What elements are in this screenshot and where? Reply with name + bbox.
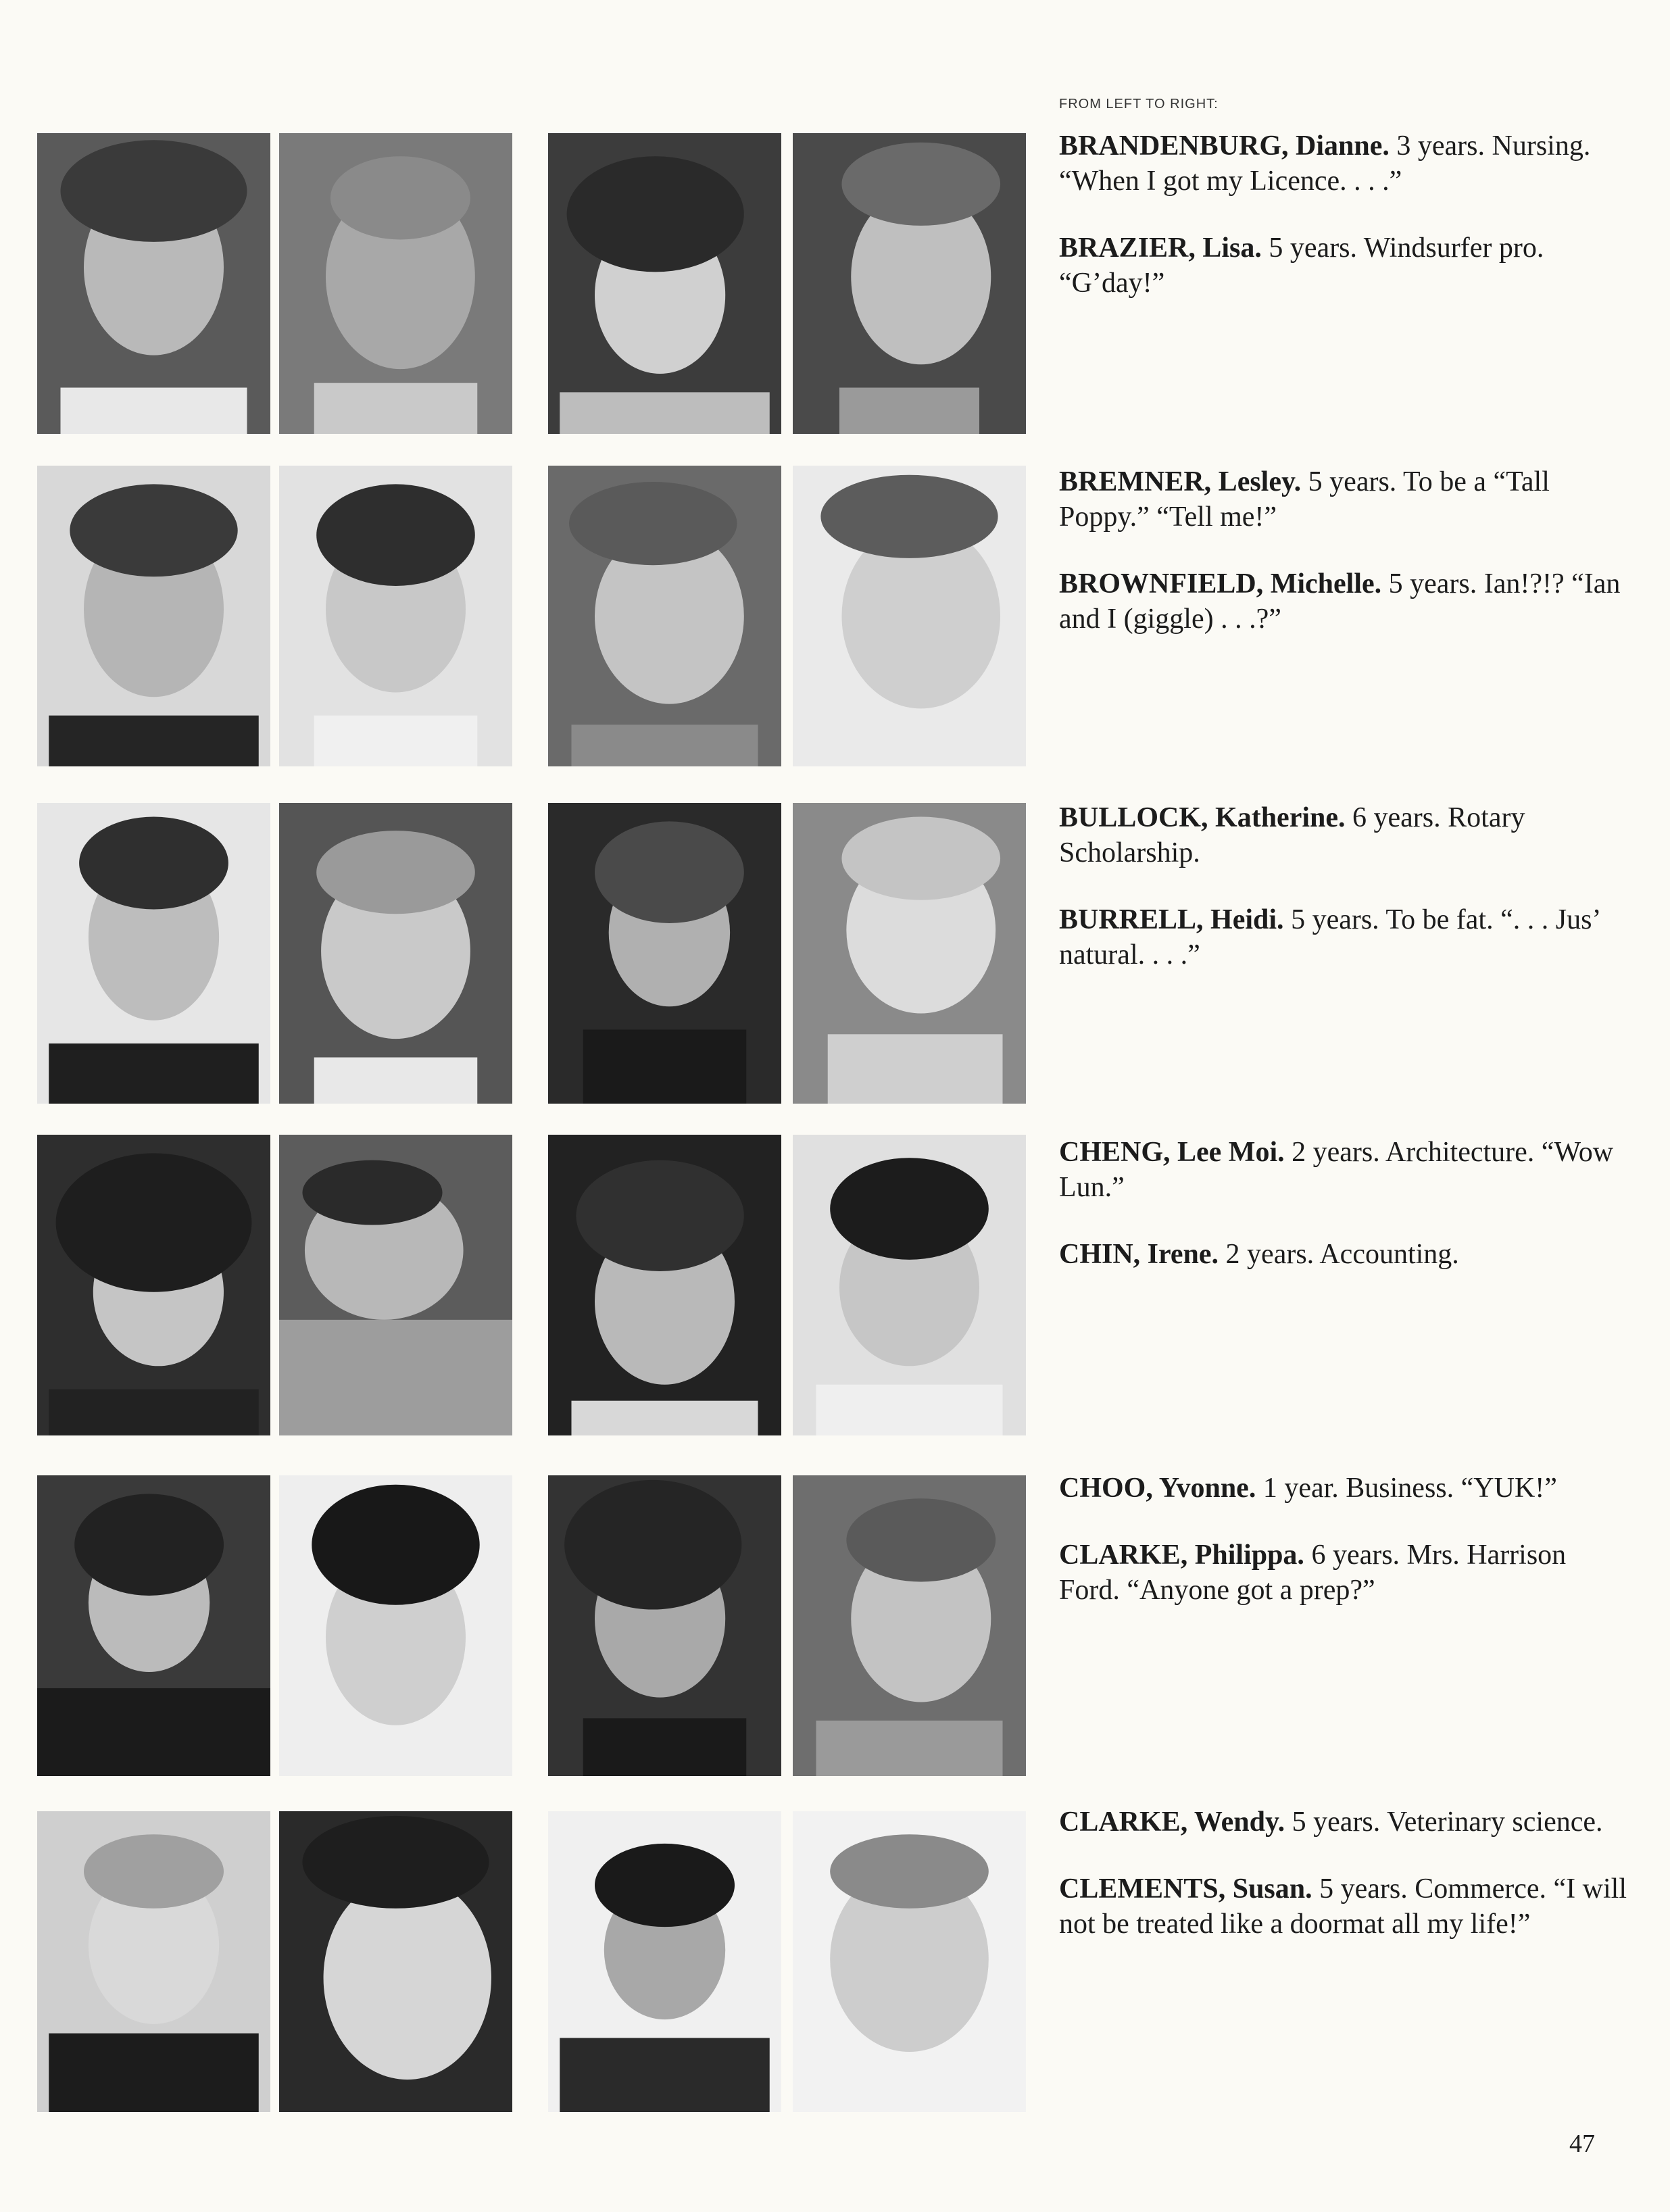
- entry-group: [1059, 464, 1627, 668]
- childhood-photo: [793, 466, 1026, 766]
- student-entry: [1059, 1871, 1627, 1942]
- portrait-photo: [548, 803, 781, 1104]
- student-entry: [1059, 1135, 1627, 1205]
- entry-group: [1059, 1804, 1627, 1973]
- student-details: 5 years. Veterinary science.: [1292, 1807, 1603, 1838]
- student-name: CHIN, Irene.: [1059, 1239, 1219, 1270]
- student-details: 2 years. Architecture. “Wow Lun.”: [1059, 1137, 1614, 1203]
- page-header: FROM LEFT TO RIGHT:: [1059, 97, 1219, 112]
- childhood-photo: [279, 803, 512, 1104]
- student-details: 6 years. Mrs. Harrison Ford. “Anyone got a prep?”: [1059, 1540, 1567, 1606]
- student-name: CLEMENTS, Susan.: [1059, 1873, 1312, 1904]
- student-entry: [1059, 128, 1627, 199]
- student-name: CHENG, Lee Moi.: [1059, 1137, 1285, 1168]
- entry-group: [1059, 128, 1627, 333]
- portrait-photo: [37, 466, 270, 766]
- student-name: BREMNER, Lesley.: [1059, 466, 1302, 497]
- portrait-photo: [548, 466, 781, 766]
- student-entry: [1059, 230, 1627, 301]
- student-name: CLARKE, Wendy.: [1059, 1807, 1285, 1838]
- childhood-photo: [793, 133, 1026, 434]
- student-entry: [1059, 1237, 1627, 1272]
- portrait-photo: [548, 1135, 781, 1435]
- student-details: 2 years. Accounting.: [1225, 1239, 1459, 1270]
- entry-group: [1059, 800, 1627, 1004]
- student-entry: [1059, 566, 1627, 637]
- student-name: CLARKE, Philippa.: [1059, 1540, 1304, 1571]
- portrait-photo: [37, 133, 270, 434]
- student-name: BULLOCK, Katherine.: [1059, 802, 1346, 833]
- student-name: BURRELL, Heidi.: [1059, 904, 1284, 935]
- portrait-photo: [548, 133, 781, 434]
- student-entry: [1059, 1471, 1627, 1506]
- portrait-photo: [548, 1475, 781, 1776]
- student-details: 1 year. Business. “YUK!”: [1262, 1473, 1557, 1504]
- student-name: BRANDENBURG, Dianne.: [1059, 130, 1390, 162]
- childhood-photo: [793, 1135, 1026, 1435]
- childhood-photo: [279, 1811, 512, 2112]
- childhood-photo: [793, 803, 1026, 1104]
- entry-group: [1059, 1135, 1627, 1304]
- student-details: 5 years. Windsurfer pro. “G’day!”: [1059, 232, 1544, 299]
- page-number: 47: [1569, 2130, 1595, 2158]
- portrait-photo: [37, 1135, 270, 1435]
- student-details: 3 years. Nursing. “When I got my Licence. . . .”: [1059, 130, 1591, 197]
- childhood-photo: [279, 466, 512, 766]
- childhood-photo: [793, 1475, 1026, 1776]
- childhood-photo: [279, 1475, 512, 1776]
- student-name: CHOO, Yvonne.: [1059, 1473, 1256, 1504]
- student-entry: [1059, 800, 1627, 870]
- student-entry: [1059, 1538, 1627, 1608]
- childhood-photo: [793, 1811, 1026, 2112]
- student-entry: [1059, 902, 1627, 973]
- portrait-photo: [37, 1475, 270, 1776]
- student-name: BROWNFIELD, Michelle.: [1059, 568, 1382, 599]
- student-details: 5 years. Ian!?!? “Ian and I (giggle) . . .?”: [1059, 568, 1621, 635]
- portrait-photo: [37, 803, 270, 1104]
- childhood-photo: [279, 1135, 512, 1435]
- student-entry: [1059, 464, 1627, 535]
- student-details: 6 years. Rotary Scholarship.: [1059, 802, 1525, 868]
- childhood-photo: [279, 133, 512, 434]
- student-name: BRAZIER, Lisa.: [1059, 232, 1262, 264]
- student-details: 5 years. Commerce. “I will not be treated like a doormat all my life!”: [1059, 1873, 1627, 1940]
- portrait-photo: [548, 1811, 781, 2112]
- student-details: 5 years. To be fat. “. . . Jus’ natural. . . .”: [1059, 904, 1600, 970]
- portrait-photo: [37, 1811, 270, 2112]
- student-entry: [1059, 1804, 1627, 1840]
- entry-group: [1059, 1471, 1627, 1640]
- student-details: 5 years. To be a “Tall Poppy.” “Tell me!”: [1059, 466, 1550, 533]
